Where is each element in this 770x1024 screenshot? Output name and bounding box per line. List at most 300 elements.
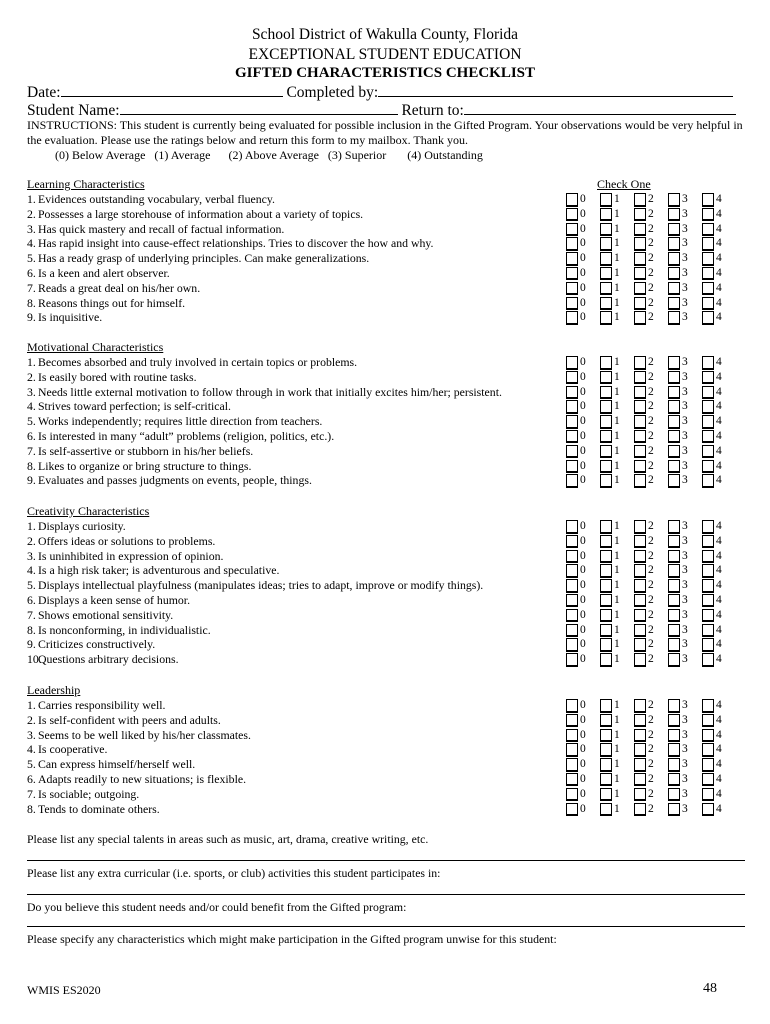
- checkbox[interactable]: [634, 699, 646, 712]
- checkbox[interactable]: [634, 311, 646, 324]
- checkbox[interactable]: [702, 415, 714, 428]
- rating-label: 4: [716, 802, 722, 815]
- rating-label: 4: [716, 193, 722, 205]
- rating-label: 4: [716, 222, 722, 235]
- checkbox[interactable]: [702, 223, 714, 236]
- checkbox[interactable]: [668, 773, 680, 786]
- checkbox[interactable]: [702, 579, 714, 592]
- checkbox[interactable]: [566, 520, 578, 533]
- checkbox[interactable]: [634, 430, 646, 443]
- rating-label: 4: [716, 713, 722, 726]
- rating-label: 4: [716, 608, 722, 621]
- checkbox[interactable]: [702, 773, 714, 786]
- rating-label: 0: [580, 608, 586, 621]
- rating-label: 0: [580, 564, 586, 577]
- checkbox[interactable]: [634, 758, 646, 771]
- rating-label: 3: [682, 638, 688, 651]
- checkbox[interactable]: [668, 460, 680, 473]
- rating-label: 0: [580, 193, 586, 205]
- checkbox[interactable]: [702, 430, 714, 443]
- rating-label: 1: [614, 222, 620, 235]
- checkbox[interactable]: [566, 714, 578, 727]
- rating-label: 3: [682, 758, 688, 771]
- section-leadership: [27, 683, 747, 816]
- rating-label: 2: [648, 772, 654, 785]
- checkbox[interactable]: [600, 356, 612, 369]
- checkbox[interactable]: [634, 535, 646, 548]
- rating-label: 1: [614, 429, 620, 442]
- checkbox[interactable]: [702, 535, 714, 548]
- rating-label: 1: [614, 549, 620, 562]
- checkbox[interactable]: [634, 400, 646, 413]
- checkbox[interactable]: [600, 638, 612, 651]
- checkbox[interactable]: [600, 624, 612, 637]
- rating-label: 4: [716, 593, 722, 606]
- checkbox[interactable]: [702, 594, 714, 607]
- rating-label: 3: [682, 311, 688, 324]
- date-field[interactable]: [61, 82, 283, 97]
- rating-label: 0: [580, 534, 586, 547]
- checkbox[interactable]: [634, 550, 646, 563]
- checkbox[interactable]: [702, 520, 714, 533]
- checkbox[interactable]: [668, 535, 680, 548]
- checkbox[interactable]: [600, 237, 612, 250]
- item-number: 4.: [27, 236, 36, 251]
- checkbox[interactable]: [566, 208, 578, 221]
- checkbox[interactable]: [566, 699, 578, 712]
- checkbox[interactable]: [702, 758, 714, 771]
- checkbox[interactable]: [600, 788, 612, 801]
- return-to-field[interactable]: [464, 100, 736, 115]
- item-text: Shows emotional sensitivity.: [38, 607, 174, 622]
- rating-label: 2: [648, 787, 654, 800]
- checkbox[interactable]: [668, 415, 680, 428]
- checkbox[interactable]: [600, 520, 612, 533]
- checkbox[interactable]: [566, 803, 578, 816]
- item-text: Works independently; requires little direction from teachers.: [38, 414, 323, 429]
- checklist-item: [27, 399, 747, 414]
- checkbox[interactable]: [668, 445, 680, 458]
- checkbox[interactable]: [702, 609, 714, 622]
- rating-label: 3: [682, 237, 688, 250]
- item-number: 3.: [27, 548, 36, 563]
- rating-label: 2: [648, 356, 654, 368]
- checkbox[interactable]: [668, 653, 680, 666]
- checkbox[interactable]: [566, 550, 578, 563]
- checkbox[interactable]: [566, 356, 578, 369]
- checkbox[interactable]: [600, 445, 612, 458]
- checkbox[interactable]: [634, 371, 646, 384]
- checkbox[interactable]: [702, 729, 714, 742]
- checkbox[interactable]: [600, 460, 612, 473]
- completed-by-field[interactable]: [378, 82, 733, 97]
- checkbox[interactable]: [600, 415, 612, 428]
- rating-label: 3: [682, 579, 688, 592]
- rating-label: 1: [614, 638, 620, 651]
- checkbox[interactable]: [600, 223, 612, 236]
- rating-choices: [566, 550, 756, 563]
- checkbox[interactable]: [566, 743, 578, 756]
- checkbox[interactable]: [566, 371, 578, 384]
- rating-label: 3: [682, 281, 688, 294]
- checkbox[interactable]: [600, 208, 612, 221]
- checkbox[interactable]: [600, 282, 612, 295]
- checkbox[interactable]: [634, 624, 646, 637]
- checkbox[interactable]: [600, 400, 612, 413]
- checkbox[interactable]: [668, 699, 680, 712]
- rating-label: 3: [682, 356, 688, 368]
- item-number: 1.: [27, 698, 36, 712]
- item-text: Evaluates and passes judgments on events, people, things.: [38, 473, 312, 488]
- checkbox[interactable]: [600, 743, 612, 756]
- checkbox[interactable]: [668, 208, 680, 221]
- rating-label: 3: [682, 385, 688, 398]
- checkbox[interactable]: [668, 788, 680, 801]
- checkbox[interactable]: [702, 400, 714, 413]
- checkbox[interactable]: [566, 609, 578, 622]
- checkbox[interactable]: [634, 415, 646, 428]
- checkbox[interactable]: [600, 474, 612, 487]
- checkbox[interactable]: [600, 371, 612, 384]
- checkbox[interactable]: [702, 297, 714, 310]
- checkbox[interactable]: [634, 208, 646, 221]
- rating-label: 0: [580, 429, 586, 442]
- answer-line-benefit[interactable]: [27, 926, 745, 927]
- checkbox[interactable]: [566, 237, 578, 250]
- checkbox[interactable]: [634, 297, 646, 310]
- checkbox[interactable]: [702, 445, 714, 458]
- checkbox[interactable]: [566, 594, 578, 607]
- item-text: Is uninhibited in expression of opinion.: [38, 548, 224, 563]
- checkbox[interactable]: [702, 699, 714, 712]
- rating-label: 1: [614, 474, 620, 487]
- checkbox[interactable]: [634, 356, 646, 369]
- checkbox[interactable]: [634, 609, 646, 622]
- checkbox[interactable]: [668, 237, 680, 250]
- checkbox[interactable]: [668, 267, 680, 280]
- checkbox[interactable]: [600, 579, 612, 592]
- rating-label: 0: [580, 311, 586, 324]
- rating-label: 4: [716, 743, 722, 756]
- checkbox[interactable]: [566, 758, 578, 771]
- checkbox[interactable]: [668, 638, 680, 651]
- checkbox[interactable]: [702, 237, 714, 250]
- rating-label: 2: [648, 728, 654, 741]
- rating-choices: [566, 803, 756, 816]
- checkbox[interactable]: [566, 460, 578, 473]
- checkbox[interactable]: [600, 609, 612, 622]
- rating-label: 3: [682, 207, 688, 220]
- rating-choices: [566, 430, 756, 443]
- checkbox[interactable]: [668, 743, 680, 756]
- rating-label: 2: [648, 593, 654, 606]
- checkbox[interactable]: [668, 714, 680, 727]
- rating-choices: [566, 624, 756, 637]
- rating-label: 3: [682, 623, 688, 636]
- checkbox[interactable]: [634, 579, 646, 592]
- checkbox[interactable]: [668, 624, 680, 637]
- department-name: EXCEPTIONAL STUDENT EDUCATION: [248, 46, 522, 63]
- item-number: 6.: [27, 265, 36, 280]
- checkbox[interactable]: [668, 223, 680, 236]
- item-text: Evidences outstanding vocabulary, verbal fluency.: [38, 192, 275, 206]
- rating-choices: [566, 237, 756, 250]
- checkbox[interactable]: [668, 252, 680, 265]
- checkbox[interactable]: [668, 564, 680, 577]
- checkbox[interactable]: [702, 788, 714, 801]
- checkbox[interactable]: [566, 445, 578, 458]
- checkbox[interactable]: [600, 773, 612, 786]
- checkbox[interactable]: [600, 386, 612, 399]
- checkbox[interactable]: [566, 564, 578, 577]
- checkbox[interactable]: [566, 788, 578, 801]
- checkbox[interactable]: [634, 729, 646, 742]
- checkbox[interactable]: [702, 460, 714, 473]
- checkbox[interactable]: [566, 638, 578, 651]
- rating-choices: [566, 223, 756, 236]
- checkbox[interactable]: [634, 386, 646, 399]
- rating-label: 1: [614, 772, 620, 785]
- checkbox[interactable]: [668, 430, 680, 443]
- checklist-item: [27, 608, 747, 623]
- rating-label: 2: [648, 653, 654, 666]
- checkbox[interactable]: [600, 193, 612, 206]
- checkbox[interactable]: [600, 535, 612, 548]
- item-number: 6.: [27, 428, 36, 443]
- rating-label: 3: [682, 444, 688, 457]
- item-number: 2.: [27, 369, 36, 384]
- checklist-item: [27, 534, 747, 549]
- checkbox[interactable]: [668, 609, 680, 622]
- student-name-field[interactable]: [120, 100, 398, 115]
- rating-label: 0: [580, 266, 586, 279]
- checkbox[interactable]: [668, 386, 680, 399]
- checkbox[interactable]: [634, 267, 646, 280]
- checkbox[interactable]: [668, 729, 680, 742]
- checkbox[interactable]: [600, 653, 612, 666]
- section-title: Motivational Characteristics: [27, 340, 164, 354]
- rating-label: 2: [648, 311, 654, 324]
- checkbox[interactable]: [634, 594, 646, 607]
- checkbox[interactable]: [668, 520, 680, 533]
- rating-label: 3: [682, 520, 688, 532]
- checkbox[interactable]: [600, 714, 612, 727]
- item-number: 3.: [27, 221, 36, 236]
- rating-label: 3: [682, 593, 688, 606]
- item-number: 5.: [27, 578, 36, 593]
- rating-label: 1: [614, 415, 620, 428]
- checklist-item: [27, 698, 747, 713]
- checkbox[interactable]: [566, 773, 578, 786]
- rating-label: 4: [716, 520, 722, 532]
- checkbox[interactable]: [702, 714, 714, 727]
- rating-label: 2: [648, 459, 654, 472]
- rating-label: 4: [716, 237, 722, 250]
- checkbox[interactable]: [702, 193, 714, 206]
- rating-label: 2: [648, 429, 654, 442]
- checkbox[interactable]: [566, 223, 578, 236]
- checkbox[interactable]: [702, 252, 714, 265]
- checkbox[interactable]: [566, 415, 578, 428]
- checkbox[interactable]: [634, 460, 646, 473]
- rating-choices: [566, 788, 756, 801]
- checkbox[interactable]: [566, 282, 578, 295]
- checkbox[interactable]: [668, 400, 680, 413]
- checkbox[interactable]: [634, 252, 646, 265]
- checkbox[interactable]: [600, 699, 612, 712]
- checklist-item: [27, 296, 747, 311]
- form-code: WMIS ES2020: [27, 983, 101, 997]
- checkbox[interactable]: [668, 550, 680, 563]
- checkbox[interactable]: [668, 579, 680, 592]
- rating-label: 4: [716, 579, 722, 592]
- checkbox[interactable]: [566, 311, 578, 324]
- item-text: Likes to organize or bring structure to things.: [38, 458, 252, 473]
- checkbox[interactable]: [566, 474, 578, 487]
- checkbox[interactable]: [600, 803, 612, 816]
- checkbox[interactable]: [566, 400, 578, 413]
- checkbox[interactable]: [634, 653, 646, 666]
- rating-label: 0: [580, 787, 586, 800]
- item-number: 7.: [27, 607, 36, 622]
- checkbox[interactable]: [566, 624, 578, 637]
- item-text: Displays a keen sense of humor.: [38, 592, 191, 607]
- item-number: 8.: [27, 295, 36, 310]
- checkbox[interactable]: [702, 638, 714, 651]
- checkbox[interactable]: [600, 729, 612, 742]
- checkbox[interactable]: [634, 520, 646, 533]
- checkbox[interactable]: [668, 356, 680, 369]
- rating-label: 3: [682, 787, 688, 800]
- checkbox[interactable]: [634, 193, 646, 206]
- item-number: 10.: [27, 652, 42, 667]
- checkbox[interactable]: [566, 535, 578, 548]
- checkbox[interactable]: [702, 653, 714, 666]
- checkbox[interactable]: [600, 267, 612, 280]
- checkbox[interactable]: [702, 371, 714, 384]
- checkbox[interactable]: [668, 803, 680, 816]
- checkbox[interactable]: [668, 594, 680, 607]
- rating-choices: [566, 520, 756, 533]
- checklist-item: [27, 787, 747, 802]
- checkbox[interactable]: [566, 297, 578, 310]
- rating-choices: [566, 638, 756, 651]
- checkbox[interactable]: [600, 594, 612, 607]
- checkbox[interactable]: [566, 729, 578, 742]
- checkbox[interactable]: [634, 282, 646, 295]
- rating-label: 0: [580, 385, 586, 398]
- checkbox[interactable]: [702, 743, 714, 756]
- rating-label: 2: [648, 193, 654, 205]
- rating-choices: [566, 356, 756, 369]
- rating-label: 2: [648, 444, 654, 457]
- rating-label: 1: [614, 296, 620, 309]
- checkbox[interactable]: [668, 371, 680, 384]
- checkbox[interactable]: [600, 297, 612, 310]
- item-number: 8.: [27, 458, 36, 473]
- rating-label: 0: [580, 207, 586, 220]
- rating-label: 3: [682, 193, 688, 205]
- checkbox[interactable]: [702, 564, 714, 577]
- checkbox[interactable]: [702, 267, 714, 280]
- item-text: Is interested in many “adult” problems (religion, politics, etc.).: [38, 428, 335, 443]
- checkbox[interactable]: [566, 252, 578, 265]
- rating-label: 0: [580, 356, 586, 368]
- checkbox[interactable]: [600, 564, 612, 577]
- rating-choices: [566, 445, 756, 458]
- checkbox[interactable]: [634, 638, 646, 651]
- checkbox[interactable]: [634, 223, 646, 236]
- section-motivational: [27, 340, 747, 488]
- rating-label: 4: [716, 356, 722, 368]
- rating-choices: [566, 267, 756, 280]
- checkbox[interactable]: [566, 267, 578, 280]
- checkbox[interactable]: [668, 193, 680, 206]
- checkbox[interactable]: [634, 445, 646, 458]
- checkbox[interactable]: [702, 624, 714, 637]
- checkbox[interactable]: [634, 773, 646, 786]
- checkbox[interactable]: [600, 758, 612, 771]
- item-text: Is inquisitive.: [38, 310, 103, 325]
- rating-label: 0: [580, 653, 586, 666]
- checkbox[interactable]: [634, 714, 646, 727]
- checkbox[interactable]: [566, 386, 578, 399]
- checkbox[interactable]: [668, 282, 680, 295]
- rating-label: 0: [580, 549, 586, 562]
- checkbox[interactable]: [634, 743, 646, 756]
- checkbox[interactable]: [702, 208, 714, 221]
- checkbox[interactable]: [634, 474, 646, 487]
- rating-label: 2: [648, 474, 654, 487]
- checkbox[interactable]: [668, 297, 680, 310]
- checkbox[interactable]: [600, 550, 612, 563]
- checkbox[interactable]: [668, 758, 680, 771]
- checkbox[interactable]: [600, 252, 612, 265]
- answer-line-special-talents[interactable]: [27, 860, 745, 861]
- checkbox[interactable]: [668, 474, 680, 487]
- rating-label: 0: [580, 520, 586, 532]
- checkbox[interactable]: [702, 311, 714, 324]
- item-number: 1.: [27, 519, 36, 533]
- checklist-item: [27, 578, 747, 593]
- item-text: Reads a great deal on his/her own.: [38, 280, 201, 295]
- rating-label: 2: [648, 638, 654, 651]
- rating-label: 4: [716, 444, 722, 457]
- district-name: School District of Wakulla County, Florida: [251, 26, 519, 43]
- checkbox[interactable]: [702, 803, 714, 816]
- rating-choices: [566, 729, 756, 742]
- checkbox[interactable]: [702, 356, 714, 369]
- checkbox[interactable]: [702, 550, 714, 563]
- checkbox[interactable]: [634, 564, 646, 577]
- checkbox[interactable]: [668, 311, 680, 324]
- checkbox[interactable]: [634, 803, 646, 816]
- checkbox[interactable]: [702, 282, 714, 295]
- checkbox[interactable]: [566, 430, 578, 443]
- checkbox[interactable]: [702, 386, 714, 399]
- checkbox[interactable]: [600, 311, 612, 324]
- checkbox[interactable]: [566, 653, 578, 666]
- rating-label: 0: [580, 772, 586, 785]
- checkbox[interactable]: [702, 474, 714, 487]
- answer-line-extracurricular[interactable]: [27, 894, 745, 895]
- checkbox[interactable]: [566, 579, 578, 592]
- checkbox[interactable]: [634, 788, 646, 801]
- checkbox[interactable]: [566, 193, 578, 206]
- rating-label: 1: [614, 728, 620, 741]
- checkbox[interactable]: [600, 430, 612, 443]
- checkbox[interactable]: [634, 237, 646, 250]
